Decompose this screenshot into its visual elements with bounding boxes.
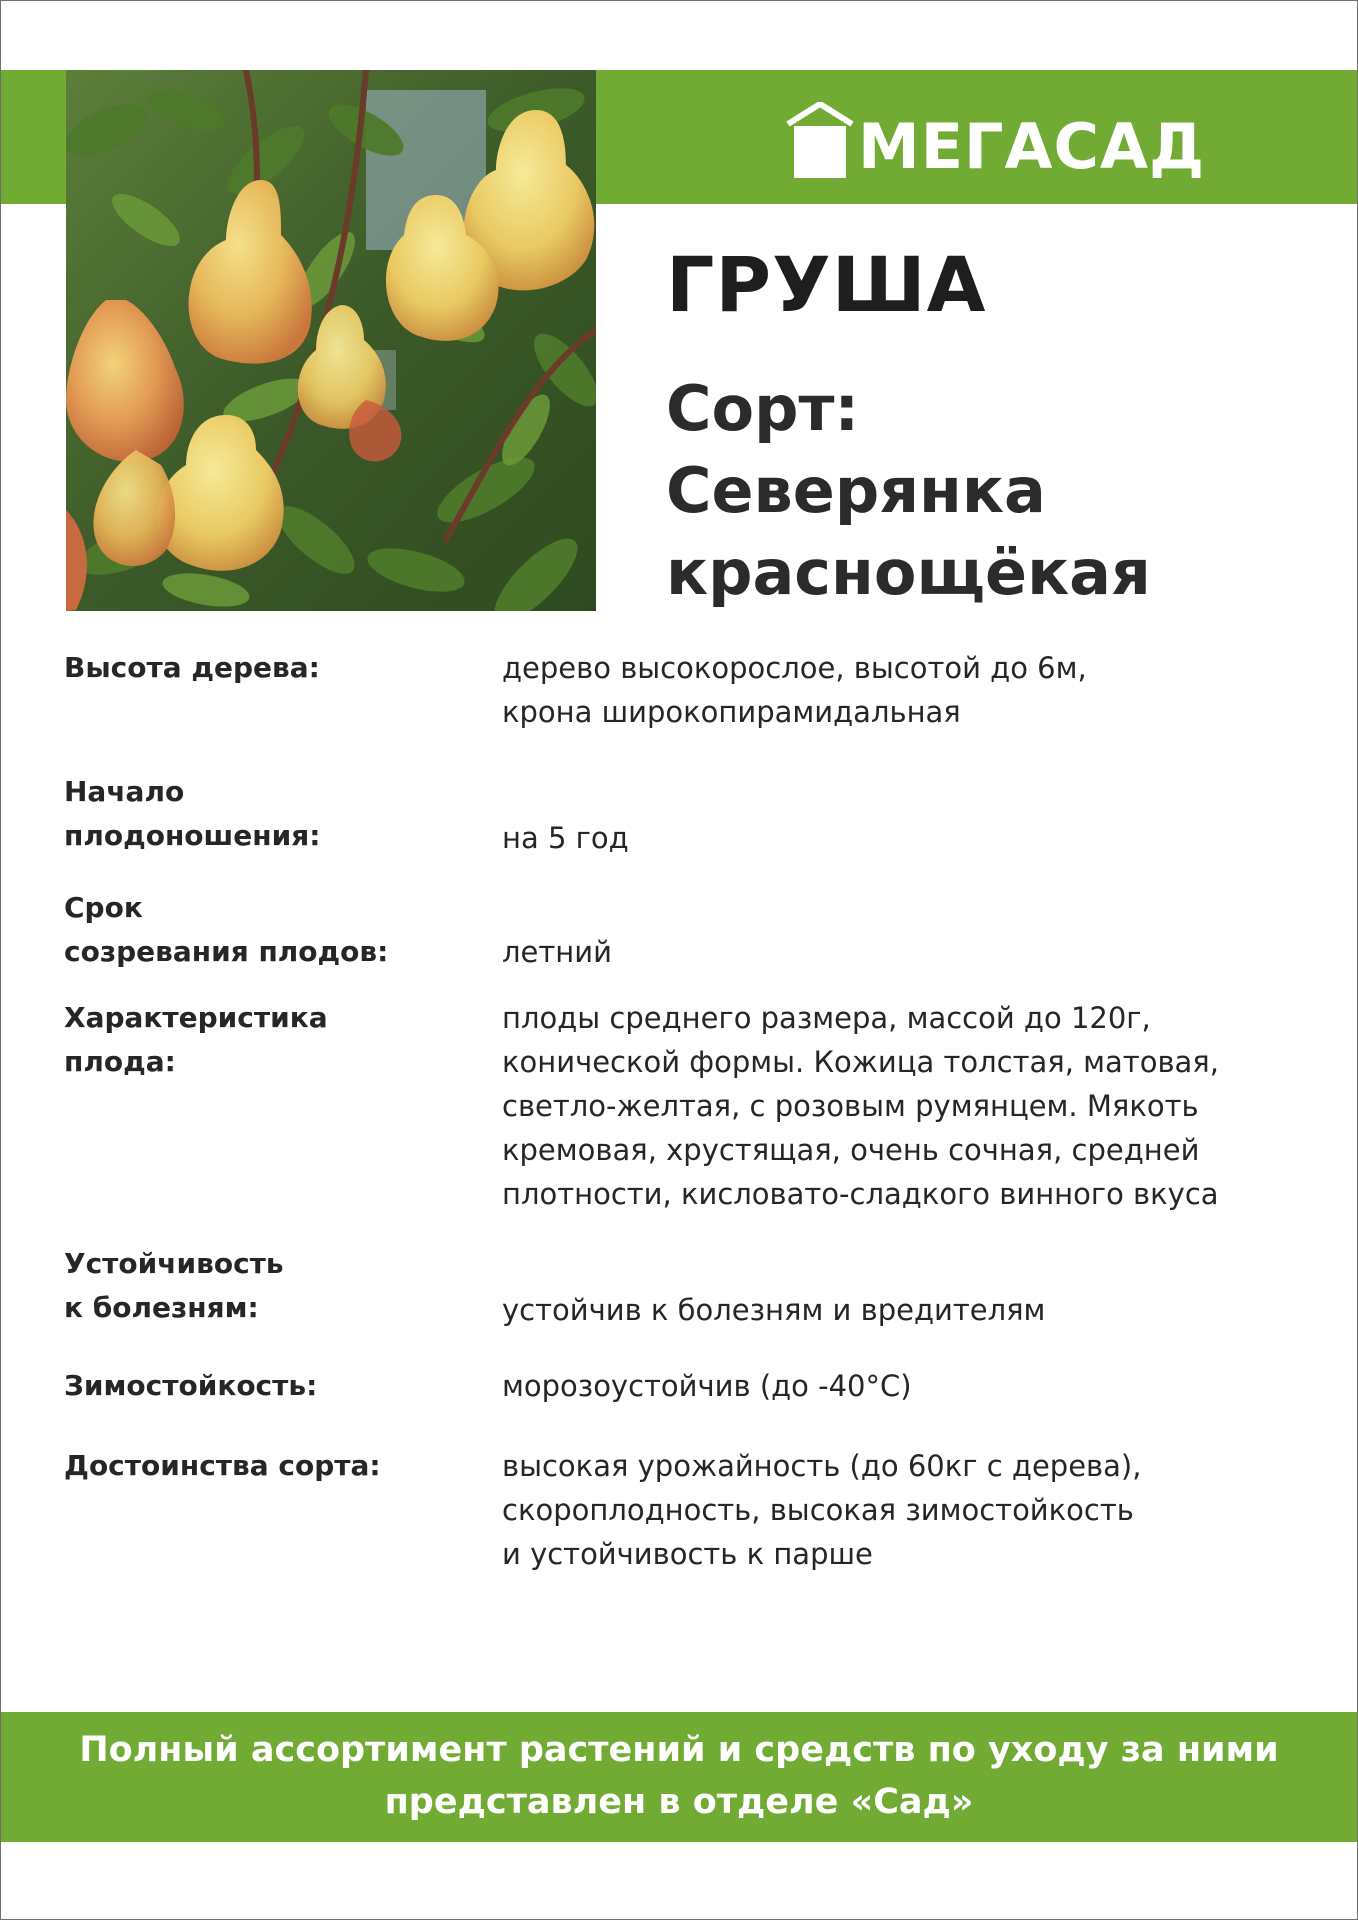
variety-name <box>666 368 1346 614</box>
spec-label: Характеристика плода: <box>64 1001 328 1078</box>
spec-label: Устойчивость к болезням: <box>64 1247 284 1324</box>
spec-label: Срок созревания плодов: <box>64 891 389 968</box>
spec-value: летний <box>502 935 612 969</box>
variety-name-line-2: краснощёкая <box>666 536 1151 609</box>
brand-name: МЕГАСАД <box>858 110 1206 183</box>
spec-label: Высота дерева: <box>64 651 320 684</box>
variety-label: Сорт: <box>666 372 860 445</box>
page-title: ГРУША <box>666 240 987 329</box>
variety-name-line-1: Северянка <box>666 454 1046 527</box>
spec-label: Начало плодоношения: <box>64 775 321 852</box>
spec-label: Зимостойкость: <box>64 1369 318 1402</box>
spec-value: устойчив к болезням и вредителям <box>502 1293 1046 1327</box>
spec-value: плоды среднего размера, массой до 120г, конической формы. Кожица толстая, матовая, светло-желтая, с розовым румянцем. Мякоть кремовая, хрустящая, очень сочная, средней плотности, кисловато-сладкого винного вкуса <box>502 1001 1219 1211</box>
spec-value: на 5 год <box>502 821 629 855</box>
megasad-logo <box>784 96 1206 183</box>
house-logo-icon <box>784 102 856 178</box>
footer-line-2: представлен в отделе «Сад» <box>384 1782 974 1822</box>
footer-banner <box>1 1712 1357 1842</box>
spec-label: Достоинства сорта: <box>64 1449 381 1482</box>
footer-line-1: Полный ассортимент растений и средств по уходу за ними <box>79 1730 1279 1770</box>
pear-tree-photo <box>66 70 596 611</box>
spec-value: высокая урожайность (до 60кг с дерева), скороплодность, высокая зимостойкость и устойчивость к парше <box>502 1449 1142 1571</box>
spec-value: морозоустойчив (до -40°С) <box>502 1369 912 1403</box>
spec-value: дерево высокорослое, высотой до 6м, крона широкопирамидальная <box>502 651 1087 729</box>
